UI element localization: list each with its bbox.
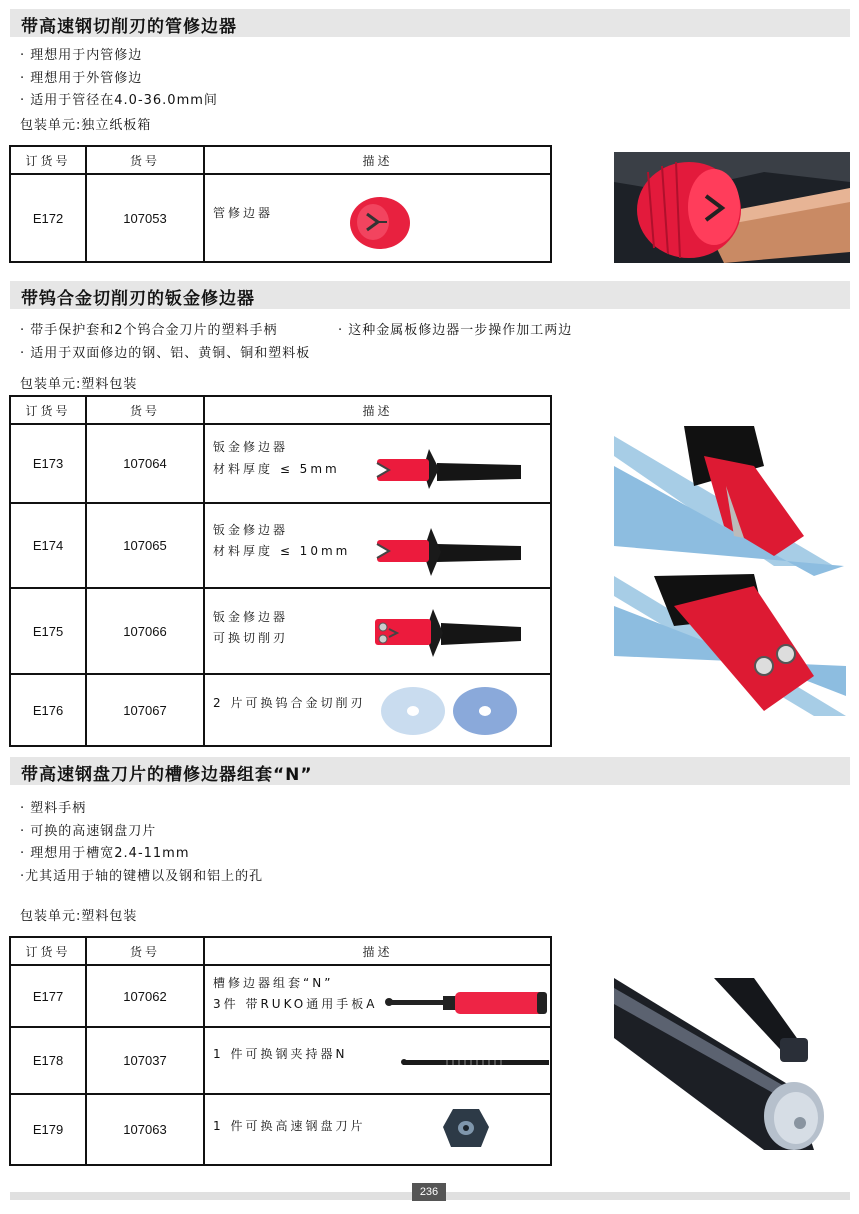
description-line: 1 件可换高速钢盘刀片 <box>213 1119 366 1133</box>
header-description: 描述 <box>204 937 551 965</box>
description-line: 管修边器 <box>213 206 274 220</box>
description-line: 钣金修边器 <box>213 440 289 454</box>
item-number: 107063 <box>86 1094 204 1165</box>
order-code: E178 <box>10 1027 86 1094</box>
description-cell <box>204 424 551 503</box>
description-line: 3件 带RUKO通用手板A <box>213 997 378 1011</box>
order-code: E172 <box>10 174 86 262</box>
packing-unit: 包装单元:塑料包装 <box>20 377 138 392</box>
description-line: 可换切削刃 <box>213 631 289 645</box>
product-table-sheet <box>9 395 552 747</box>
feature-item-right: · 这种金属板修边器一步操作加工两边 <box>338 323 573 338</box>
order-code: E176 <box>10 674 86 746</box>
feature-list <box>20 45 218 113</box>
carbide-blade-discs-image <box>379 683 525 739</box>
table-row <box>10 503 551 588</box>
table-row <box>10 174 551 262</box>
slot-deburrer-set-image <box>383 986 551 1020</box>
header-item-no: 货号 <box>86 396 204 424</box>
description-cell <box>204 588 551 674</box>
description-line: 材料厚度 ≤ 5mm <box>213 462 340 476</box>
item-number: 107066 <box>86 588 204 674</box>
feature-item: · 适用于双面修边的钢、铝、黄铜、铜和塑料板 <box>20 345 311 361</box>
description-cell <box>204 674 551 746</box>
feature-item: · 塑料手柄 <box>20 801 87 816</box>
header-item-no: 货号 <box>86 146 204 174</box>
sheet-deburrer-replaceable-image <box>369 603 525 663</box>
description-line: 材料厚度 ≤ 10mm <box>213 544 351 558</box>
item-number: 107037 <box>86 1027 204 1094</box>
table-row <box>10 674 551 746</box>
feature-list <box>20 320 310 365</box>
item-number: 107065 <box>86 503 204 588</box>
description-line: 钣金修边器 <box>213 523 289 537</box>
feature-item: · 可换的高速钢盘刀片 <box>20 823 157 839</box>
section-header-sheet-deburrer <box>10 281 850 309</box>
hss-disc-blade-image <box>441 1105 491 1151</box>
description-line: 槽修边器组套“N” <box>213 976 334 990</box>
section-title: 带高速钢切削刃的管修边器 <box>21 17 237 37</box>
description-cell <box>204 965 551 1027</box>
order-code: E179 <box>10 1094 86 1165</box>
order-code: E174 <box>10 503 86 588</box>
product-table-pipe <box>9 145 552 263</box>
description-cell <box>204 1027 551 1094</box>
header-order-no: 订货号 <box>10 146 86 174</box>
item-number: 107067 <box>86 674 204 746</box>
red-pipe-deburrer-image <box>345 189 415 251</box>
pipe-deburrer-on-copper-pipe-photo <box>614 152 850 263</box>
feature-item: · 带手保护套和2个钨合金刀片的塑料手柄 <box>20 323 278 338</box>
table-row <box>10 424 551 503</box>
feature-item: · 适用于管径在4.0-36.0mm间 <box>20 93 218 108</box>
table-row <box>10 588 551 674</box>
section-header-pipe-deburrer <box>10 9 850 37</box>
description-cell <box>204 174 551 262</box>
order-code: E173 <box>10 424 86 503</box>
description-line: 2 片可换钨合金切削刃 <box>213 696 366 710</box>
feature-item: · 理想用于外管修边 <box>20 70 143 86</box>
section-title: 带高速钢盘刀片的槽修边器组套“N” <box>21 765 313 785</box>
sheet-edge-deburrer-photos <box>614 426 846 716</box>
description-line: 1 件可换钢夹持器N <box>213 1047 348 1061</box>
packing-unit: 包装单元:塑料包装 <box>20 909 138 924</box>
slot-deburrer-on-shaft-photo <box>614 978 846 1150</box>
header-order-no: 订货号 <box>10 396 86 424</box>
packing-unit: 包装单元:独立纸板箱 <box>20 118 152 133</box>
order-code: E175 <box>10 588 86 674</box>
sheet-deburrer-image <box>373 445 525 493</box>
product-table-slot <box>9 936 552 1166</box>
page-number: 236 <box>412 1183 446 1201</box>
feature-item: · 理想用于槽宽2.4-11mm <box>20 846 190 861</box>
order-code: E177 <box>10 965 86 1027</box>
description-cell <box>204 503 551 588</box>
table-row <box>10 965 551 1027</box>
header-description: 描述 <box>204 146 551 174</box>
description-line: 钣金修边器 <box>213 610 289 624</box>
header-order-no: 订货号 <box>10 937 86 965</box>
section-header-slot-deburrer <box>10 757 850 785</box>
feature-list <box>20 798 263 888</box>
feature-item: · 理想用于内管修边 <box>20 48 143 63</box>
steel-holder-image <box>399 1052 551 1072</box>
section-title: 带钨合金切削刃的钣金修边器 <box>21 289 255 309</box>
item-number: 107062 <box>86 965 204 1027</box>
item-number: 107053 <box>86 174 204 262</box>
header-description: 描述 <box>204 396 551 424</box>
table-row <box>10 1027 551 1094</box>
item-number: 107064 <box>86 424 204 503</box>
description-cell <box>204 1094 551 1165</box>
table-row <box>10 1094 551 1165</box>
feature-item: ·尤其适用于轴的键槽以及钢和铝上的孔 <box>20 868 264 884</box>
header-item-no: 货号 <box>86 937 204 965</box>
sheet-deburrer-image <box>373 524 525 580</box>
